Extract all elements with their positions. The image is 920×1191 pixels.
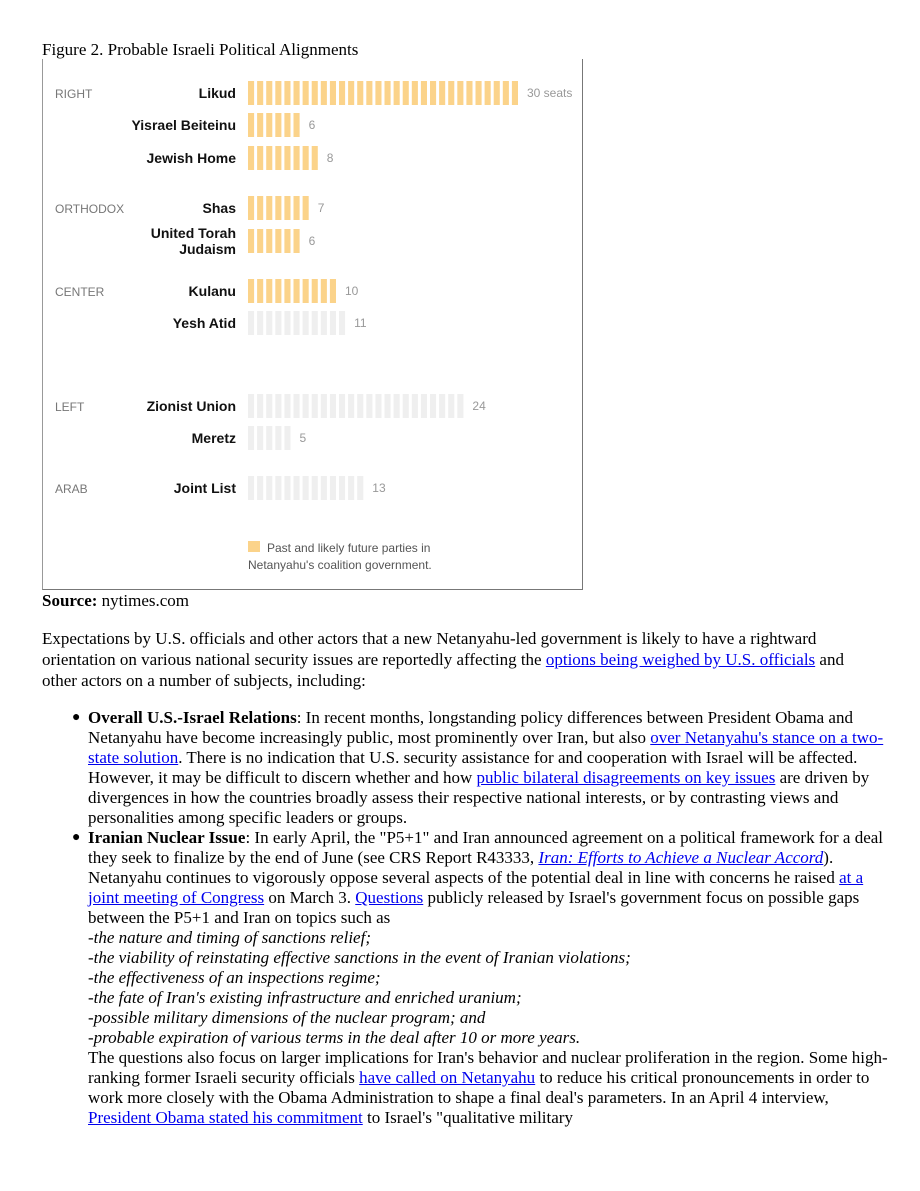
seat-segment xyxy=(321,311,327,335)
seat-segment xyxy=(248,476,254,500)
seat-segment xyxy=(266,394,272,418)
seat-segment xyxy=(448,81,454,105)
topic-line: -the viability of reinstating effective sanctions in the event of Iranian violations; xyxy=(88,948,631,967)
seat-segment xyxy=(248,279,254,303)
seat-segment xyxy=(257,81,263,105)
seat-segment xyxy=(357,476,363,500)
seat-segment xyxy=(294,279,300,303)
link-joint-meeting[interactable]: at a joint meeting of Congress xyxy=(88,868,864,907)
seat-segment xyxy=(312,394,318,418)
seat-segment xyxy=(348,394,354,418)
seat-segment xyxy=(357,81,363,105)
seat-segment xyxy=(248,394,254,418)
seat-segment xyxy=(266,476,272,500)
seat-segment xyxy=(303,394,309,418)
legend-text: Past and likely future parties in xyxy=(267,541,431,555)
seat-segment xyxy=(284,146,290,170)
seat-segment xyxy=(248,311,254,335)
seat-segment xyxy=(275,311,281,335)
seat-segment xyxy=(266,311,272,335)
seat-segment xyxy=(321,81,327,105)
intro-paragraph xyxy=(42,628,882,691)
seat-segment xyxy=(330,81,336,105)
party-label: Joint List xyxy=(173,480,236,496)
seat-segment xyxy=(457,394,463,418)
intro-text-after: and other actors on a number of subjects, including: xyxy=(42,650,844,690)
seat-segment xyxy=(357,394,363,418)
seat-segment xyxy=(294,229,300,253)
group-label: CENTER xyxy=(55,285,105,299)
intro-link-options[interactable]: options being weighed by U.S. officials xyxy=(545,650,816,669)
bullet-text: : In early April, the "P5+1" and Iran announced agreement on a political framework for a deal they seek to finalize by the end of June (see CRS Report R43333, xyxy=(88,828,884,867)
topic-line: -probable expiration of various terms in the deal after 10 or more years. xyxy=(88,1028,581,1047)
list-item xyxy=(72,828,888,1128)
seat-segment xyxy=(266,279,272,303)
seat-segment xyxy=(284,196,290,220)
bar xyxy=(248,279,336,303)
seat-segment xyxy=(248,146,254,170)
seat-segment xyxy=(248,196,254,220)
seat-segment xyxy=(457,81,463,105)
bullet-text: ). Netanyahu continues to vigorously oppose several aspects of the potential deal in line with concerns he raised xyxy=(88,848,840,887)
seat-segment xyxy=(503,81,509,105)
seat-segment xyxy=(312,476,318,500)
seat-segment xyxy=(303,81,309,105)
seat-segment xyxy=(303,146,309,170)
topic-line: -the fate of Iran's existing infrastructure and enriched uranium; xyxy=(88,988,522,1007)
bar xyxy=(248,81,518,105)
seat-segment xyxy=(321,394,327,418)
figure-source xyxy=(42,591,189,611)
seat-segment xyxy=(266,113,272,137)
bullet-text: to reduce his critical pronouncements in order to work more closely with the Obama Administration to shape a final deal's parameters. In an April 4 interview, xyxy=(88,1068,870,1107)
seat-segment xyxy=(339,476,345,500)
seat-segment xyxy=(275,229,281,253)
topic-line: -the effectiveness of an inspections regime; xyxy=(88,968,381,987)
seat-segment xyxy=(266,146,272,170)
seat-segment xyxy=(248,426,254,450)
seat-segment xyxy=(257,394,263,418)
bullet-icon: ● xyxy=(72,710,81,725)
seat-segment xyxy=(257,279,263,303)
link-questions[interactable]: Questions xyxy=(355,888,424,907)
seat-segment xyxy=(257,146,263,170)
seat-segment xyxy=(421,81,427,105)
seat-segment xyxy=(494,81,500,105)
group-label: RIGHT xyxy=(55,87,93,101)
seat-segment xyxy=(303,279,309,303)
seat-segment xyxy=(284,426,290,450)
seat-segment xyxy=(348,476,354,500)
seat-segment xyxy=(294,81,300,105)
seat-segment xyxy=(257,229,263,253)
bullet-text: on March 3. xyxy=(264,888,356,907)
seat-segment xyxy=(284,229,290,253)
seat-segment xyxy=(330,476,336,500)
seat-segment xyxy=(312,279,318,303)
seat-segment xyxy=(448,394,454,418)
bar xyxy=(248,476,363,500)
seat-segment xyxy=(257,113,263,137)
value-label: 8 xyxy=(326,151,334,165)
link-called-on-netanyahu[interactable]: have called on Netanyahu xyxy=(359,1068,536,1087)
bar xyxy=(248,229,300,253)
intro-text-before: Expectations by U.S. officials and other actors that a new Netanyahu-led government is likely to have a rightward orientation on various national security issues are reportedly affecting the xyxy=(42,629,817,669)
seat-segment xyxy=(284,311,290,335)
seat-segment xyxy=(321,279,327,303)
seat-segment xyxy=(385,394,391,418)
seat-segment xyxy=(294,196,300,220)
party-label: Zionist Union xyxy=(146,398,236,414)
legend-swatch xyxy=(248,541,260,552)
source-value: nytimes.com xyxy=(101,591,190,610)
seat-segment xyxy=(294,476,300,500)
bar xyxy=(248,426,291,450)
bar xyxy=(248,146,318,170)
group-label: ARAB xyxy=(55,482,88,496)
bullet-text: are driven by divergences in how the countries broadly assess their respective national interests, or by contrasting views and personalities among specific leaders or groups. xyxy=(88,768,870,827)
bullet-text: publicly released by Israel's government focus on possible gaps between the P5+1 and Iran on topics such as xyxy=(88,888,860,927)
value-label: 10 xyxy=(345,284,359,298)
link-two-state-stance[interactable]: over Netanyahu's stance on a two-state solution xyxy=(88,728,884,767)
bar xyxy=(248,113,300,137)
seat-segment xyxy=(266,229,272,253)
value-label: 6 xyxy=(308,118,316,132)
link-crs-report[interactable]: Iran: Efforts to Achieve a Nuclear Accord xyxy=(538,848,824,867)
seat-segment xyxy=(275,426,281,450)
seat-segment xyxy=(339,394,345,418)
seat-segment xyxy=(439,394,445,418)
party-label: Jewish Home xyxy=(146,150,236,166)
group-label: ORTHODOX xyxy=(55,202,125,216)
seat-segment xyxy=(312,146,318,170)
seat-segment xyxy=(394,394,400,418)
seat-segment xyxy=(421,394,427,418)
seat-segment xyxy=(266,196,272,220)
source-label: Source: xyxy=(42,591,98,610)
seat-segment xyxy=(466,81,472,105)
list-item xyxy=(72,708,888,828)
seat-segment xyxy=(312,311,318,335)
bar xyxy=(248,311,345,335)
party-label: Kulanu xyxy=(188,283,236,299)
seat-segment xyxy=(294,146,300,170)
seat-segment xyxy=(321,476,327,500)
topic-line: -the nature and timing of sanctions relief; xyxy=(88,928,371,947)
seat-segment xyxy=(266,81,272,105)
seat-segment xyxy=(294,113,300,137)
seat-segment xyxy=(275,81,281,105)
seat-segment xyxy=(339,311,345,335)
bullet-text: . There is no indication that U.S. security assistance for and cooperation with Israel will be affected. However, it may be difficult to discern whether and how xyxy=(88,748,858,787)
bar xyxy=(248,196,309,220)
seat-segment xyxy=(312,81,318,105)
seat-segment xyxy=(275,279,281,303)
party-label: United Torah xyxy=(150,225,236,241)
seat-segment xyxy=(330,279,336,303)
party-label: Meretz xyxy=(191,430,236,446)
seat-segment xyxy=(330,394,336,418)
seat-segment xyxy=(366,81,372,105)
seat-segment xyxy=(303,311,309,335)
topic-line: -possible military dimensions of the nuclear program; and xyxy=(88,1008,486,1027)
seat-segment xyxy=(257,476,263,500)
group-label: LEFT xyxy=(55,400,85,414)
seat-segment xyxy=(284,81,290,105)
seat-segment xyxy=(485,81,491,105)
seat-segment xyxy=(303,476,309,500)
seat-segment xyxy=(248,113,254,137)
seat-segment xyxy=(430,394,436,418)
seat-segment xyxy=(512,81,518,105)
seat-segment xyxy=(275,113,281,137)
chart-canvas xyxy=(43,59,582,589)
bullet-text: to Israel's "qualitative military xyxy=(362,1108,573,1127)
seat-segment xyxy=(375,81,381,105)
bullet-title: Iranian Nuclear Issue xyxy=(88,828,246,847)
value-label: 7 xyxy=(317,201,325,215)
seat-segment xyxy=(330,311,336,335)
party-label: Yesh Atid xyxy=(172,315,236,331)
seat-segment xyxy=(257,426,263,450)
seat-segment xyxy=(266,426,272,450)
seat-segment xyxy=(430,81,436,105)
party-label: Likud xyxy=(198,85,236,101)
seat-segment xyxy=(412,394,418,418)
seat-segment xyxy=(257,196,263,220)
party-label: Judaism xyxy=(179,241,236,257)
seat-segment xyxy=(366,394,372,418)
party-label: Yisrael Beiteinu xyxy=(131,117,236,133)
value-label: 5 xyxy=(299,431,307,445)
seat-segment xyxy=(439,81,445,105)
link-obama-commitment[interactable]: President Obama stated his commitment xyxy=(88,1108,363,1127)
party-alignment-chart xyxy=(42,59,583,590)
seat-segment xyxy=(394,81,400,105)
seat-segment xyxy=(284,113,290,137)
value-label: 13 xyxy=(372,481,386,495)
value-label: 30 seats xyxy=(527,86,573,100)
link-public-disagreements[interactable]: public bilateral disagreements on key issues xyxy=(476,768,776,787)
seat-segment xyxy=(284,394,290,418)
seat-segment xyxy=(385,81,391,105)
seat-segment xyxy=(403,81,409,105)
bullet-text: : In recent months, longstanding policy differences between President Obama and Netanyahu have become increasingly public, most prominently over Iran, but also xyxy=(88,708,853,747)
seat-segment xyxy=(284,476,290,500)
seat-segment xyxy=(339,81,345,105)
seat-segment xyxy=(275,394,281,418)
seat-segment xyxy=(275,146,281,170)
value-label: 6 xyxy=(308,234,316,248)
bullet-list xyxy=(72,708,888,1128)
seat-segment xyxy=(294,311,300,335)
seat-segment xyxy=(248,81,254,105)
seat-segment xyxy=(275,196,281,220)
seat-segment xyxy=(403,394,409,418)
seat-segment xyxy=(294,394,300,418)
bullet-icon: ● xyxy=(72,830,81,845)
seat-segment xyxy=(476,81,482,105)
bullet-text: The questions also focus on larger implications for Iran's behavior and nuclear proliferation in the region. Some high-ranking former Israeli security officials xyxy=(88,1048,888,1087)
bullet-title: Overall U.S.-Israel Relations xyxy=(88,708,297,727)
seat-segment xyxy=(275,476,281,500)
seat-segment xyxy=(284,279,290,303)
bar xyxy=(248,394,463,418)
value-label: 11 xyxy=(354,316,367,330)
legend-text: Netanyahu's coalition government. xyxy=(248,558,432,572)
seat-segment xyxy=(303,196,309,220)
seat-segment xyxy=(412,81,418,105)
party-label: Shas xyxy=(202,200,236,216)
seat-segment xyxy=(248,229,254,253)
value-label: 24 xyxy=(472,399,486,413)
seat-segment xyxy=(348,81,354,105)
figure-caption: Figure 2. Probable Israeli Political Alignments xyxy=(42,40,359,59)
seat-segment xyxy=(375,394,381,418)
seat-segment xyxy=(257,311,263,335)
